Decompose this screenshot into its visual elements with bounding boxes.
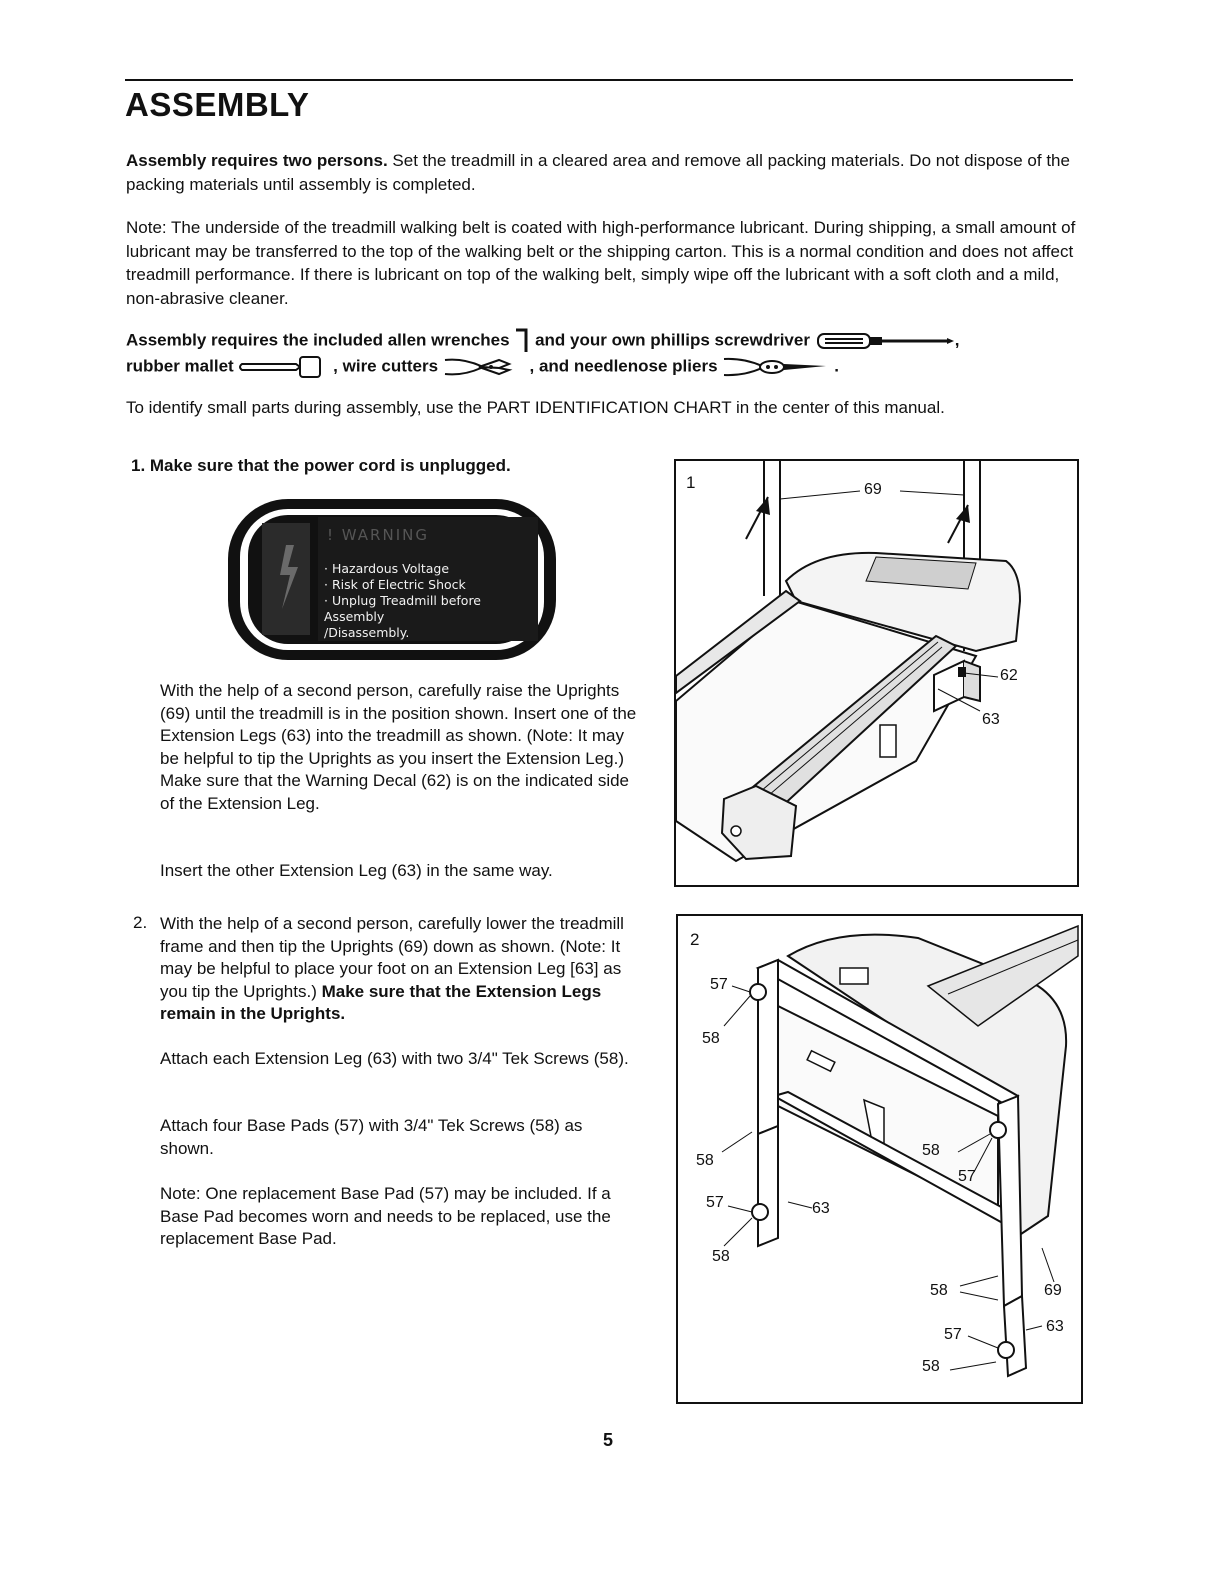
step2-paragraph-1-bold: Make sure that the Extension Legs remain in the Uprights. xyxy=(160,981,602,1023)
intro-paragraph xyxy=(126,149,1076,196)
figure-2 xyxy=(676,914,1083,1404)
callout-62: 62 xyxy=(1000,667,1018,684)
figure-1-number: 1 xyxy=(686,473,696,492)
heading-rule xyxy=(125,79,1073,81)
tools-text-e: , wire cutters xyxy=(333,356,439,376)
callout-58-bottom-left: 58 xyxy=(712,1248,730,1265)
callout-57-mid-right: 57 xyxy=(958,1168,976,1185)
tools-text-c: , xyxy=(954,330,960,350)
step2-number: 2. xyxy=(133,913,148,932)
tools-text-b: and your own phillips screwdriver xyxy=(535,330,810,350)
step2-paragraph-1 xyxy=(160,913,640,1026)
tools-text-g: . xyxy=(834,356,839,376)
callout-58-bottom-right: 58 xyxy=(930,1282,948,1299)
step2-paragraph-3: Attach four Base Pads (57) with 3/4" Tek Screws (58) as shown. xyxy=(160,1116,583,1158)
figure-2-drawing xyxy=(678,916,1083,1404)
intro-bold: Assembly requires two persons. xyxy=(126,151,388,170)
figure-1 xyxy=(674,459,1079,887)
callout-69: 69 xyxy=(1044,1282,1062,1299)
callout-58-bottom-right-2: 58 xyxy=(922,1358,940,1375)
step2-paragraph-4: Note: One replacement Base Pad (57) may be included. If a Base Pad becomes worn and needs to be replaced, use the replacement Base Pad. xyxy=(160,1184,611,1248)
decal-line-4: /Disassembly. xyxy=(324,625,410,640)
decal-header: ! WARNING xyxy=(327,526,429,544)
page-number: 5 xyxy=(603,1430,614,1450)
intro-text: Set the treadmill in a cleared area and remove all packing materials. Do not dispose of the packing materials until assembly is completed. xyxy=(126,151,1070,194)
callout-69: 69 xyxy=(864,481,882,498)
figure-2-number: 2 xyxy=(690,930,700,949)
allen-wrench-icon xyxy=(514,328,530,354)
screwdriver-icon xyxy=(815,330,955,352)
callout-57-mid-left: 57 xyxy=(706,1194,724,1211)
rubber-mallet-icon xyxy=(238,354,328,380)
tools-text-f: , and needlenose pliers xyxy=(529,356,718,376)
step1-paragraph-2: Insert the other Extension Leg (63) in the same way. xyxy=(160,861,553,880)
callout-58-mid-right: 58 xyxy=(922,1142,940,1159)
callout-57-bottom-right: 57 xyxy=(944,1326,962,1343)
callout-63-mid: 63 xyxy=(812,1200,830,1217)
callout-57-top-left: 57 xyxy=(710,976,728,993)
identify-paragraph: To identify small parts during assembly, use the PART IDENTIFICATION CHART in the center of this manual. xyxy=(126,398,945,417)
callout-63-right: 63 xyxy=(1046,1318,1064,1335)
decal-line-1: · Hazardous Voltage xyxy=(324,561,450,576)
step1-title: 1. Make sure that the power cord is unplugged. xyxy=(131,456,511,475)
step1-paragraph-1: With the help of a second person, carefully raise the Uprights (69) until the treadmill is in the position shown. Insert one of the Extension Legs (63) into the treadmill as shown. (Note: It may be helpful to tip the Uprights as you insert the Extension Leg.) Make sure that the Warning Decal (62) is on the indicated side of the Extension Leg. xyxy=(160,681,637,813)
figure-1-drawing xyxy=(676,461,1079,887)
callout-63: 63 xyxy=(982,711,1000,728)
step2-paragraph-1-text: With the help of a second person, carefully lower the treadmill frame and then tip the Uprights (69) down as shown. (Note: It may be helpful to place your foot on an Extension Leg [63] as you tip the Uprights.) xyxy=(160,914,624,1001)
tools-text-d: rubber mallet xyxy=(126,356,234,376)
wire-cutters-icon xyxy=(443,354,525,380)
callout-58-mid-left: 58 xyxy=(696,1152,714,1169)
callout-58-top-left: 58 xyxy=(702,1030,720,1047)
tools-text-a: Assembly requires the included allen wrenches xyxy=(126,330,510,350)
needlenose-pliers-icon xyxy=(722,354,834,380)
page-title: ASSEMBLY xyxy=(125,86,310,123)
decal-line-3: · Unplug Treadmill before Assembly xyxy=(324,593,482,624)
warning-decal-text xyxy=(317,517,537,640)
step2-paragraph-2: Attach each Extension Leg (63) with two 3/4" Tek Screws (58). xyxy=(160,1049,629,1068)
lubricant-note: Note: The underside of the treadmill walking belt is coated with high-performance lubricant. During shipping, a small amount of lubricant may be transferred to the top of the walking belt or the shipping carton. This is a normal condition and does not affect treadmill performance. If there is lubricant on top of the walking belt, simply wipe off the lubricant with a soft cloth and a mild, non-abrasive cleaner. xyxy=(126,218,1076,308)
tools-paragraph xyxy=(126,328,1076,380)
decal-line-2: · Risk of Electric Shock xyxy=(324,577,466,592)
